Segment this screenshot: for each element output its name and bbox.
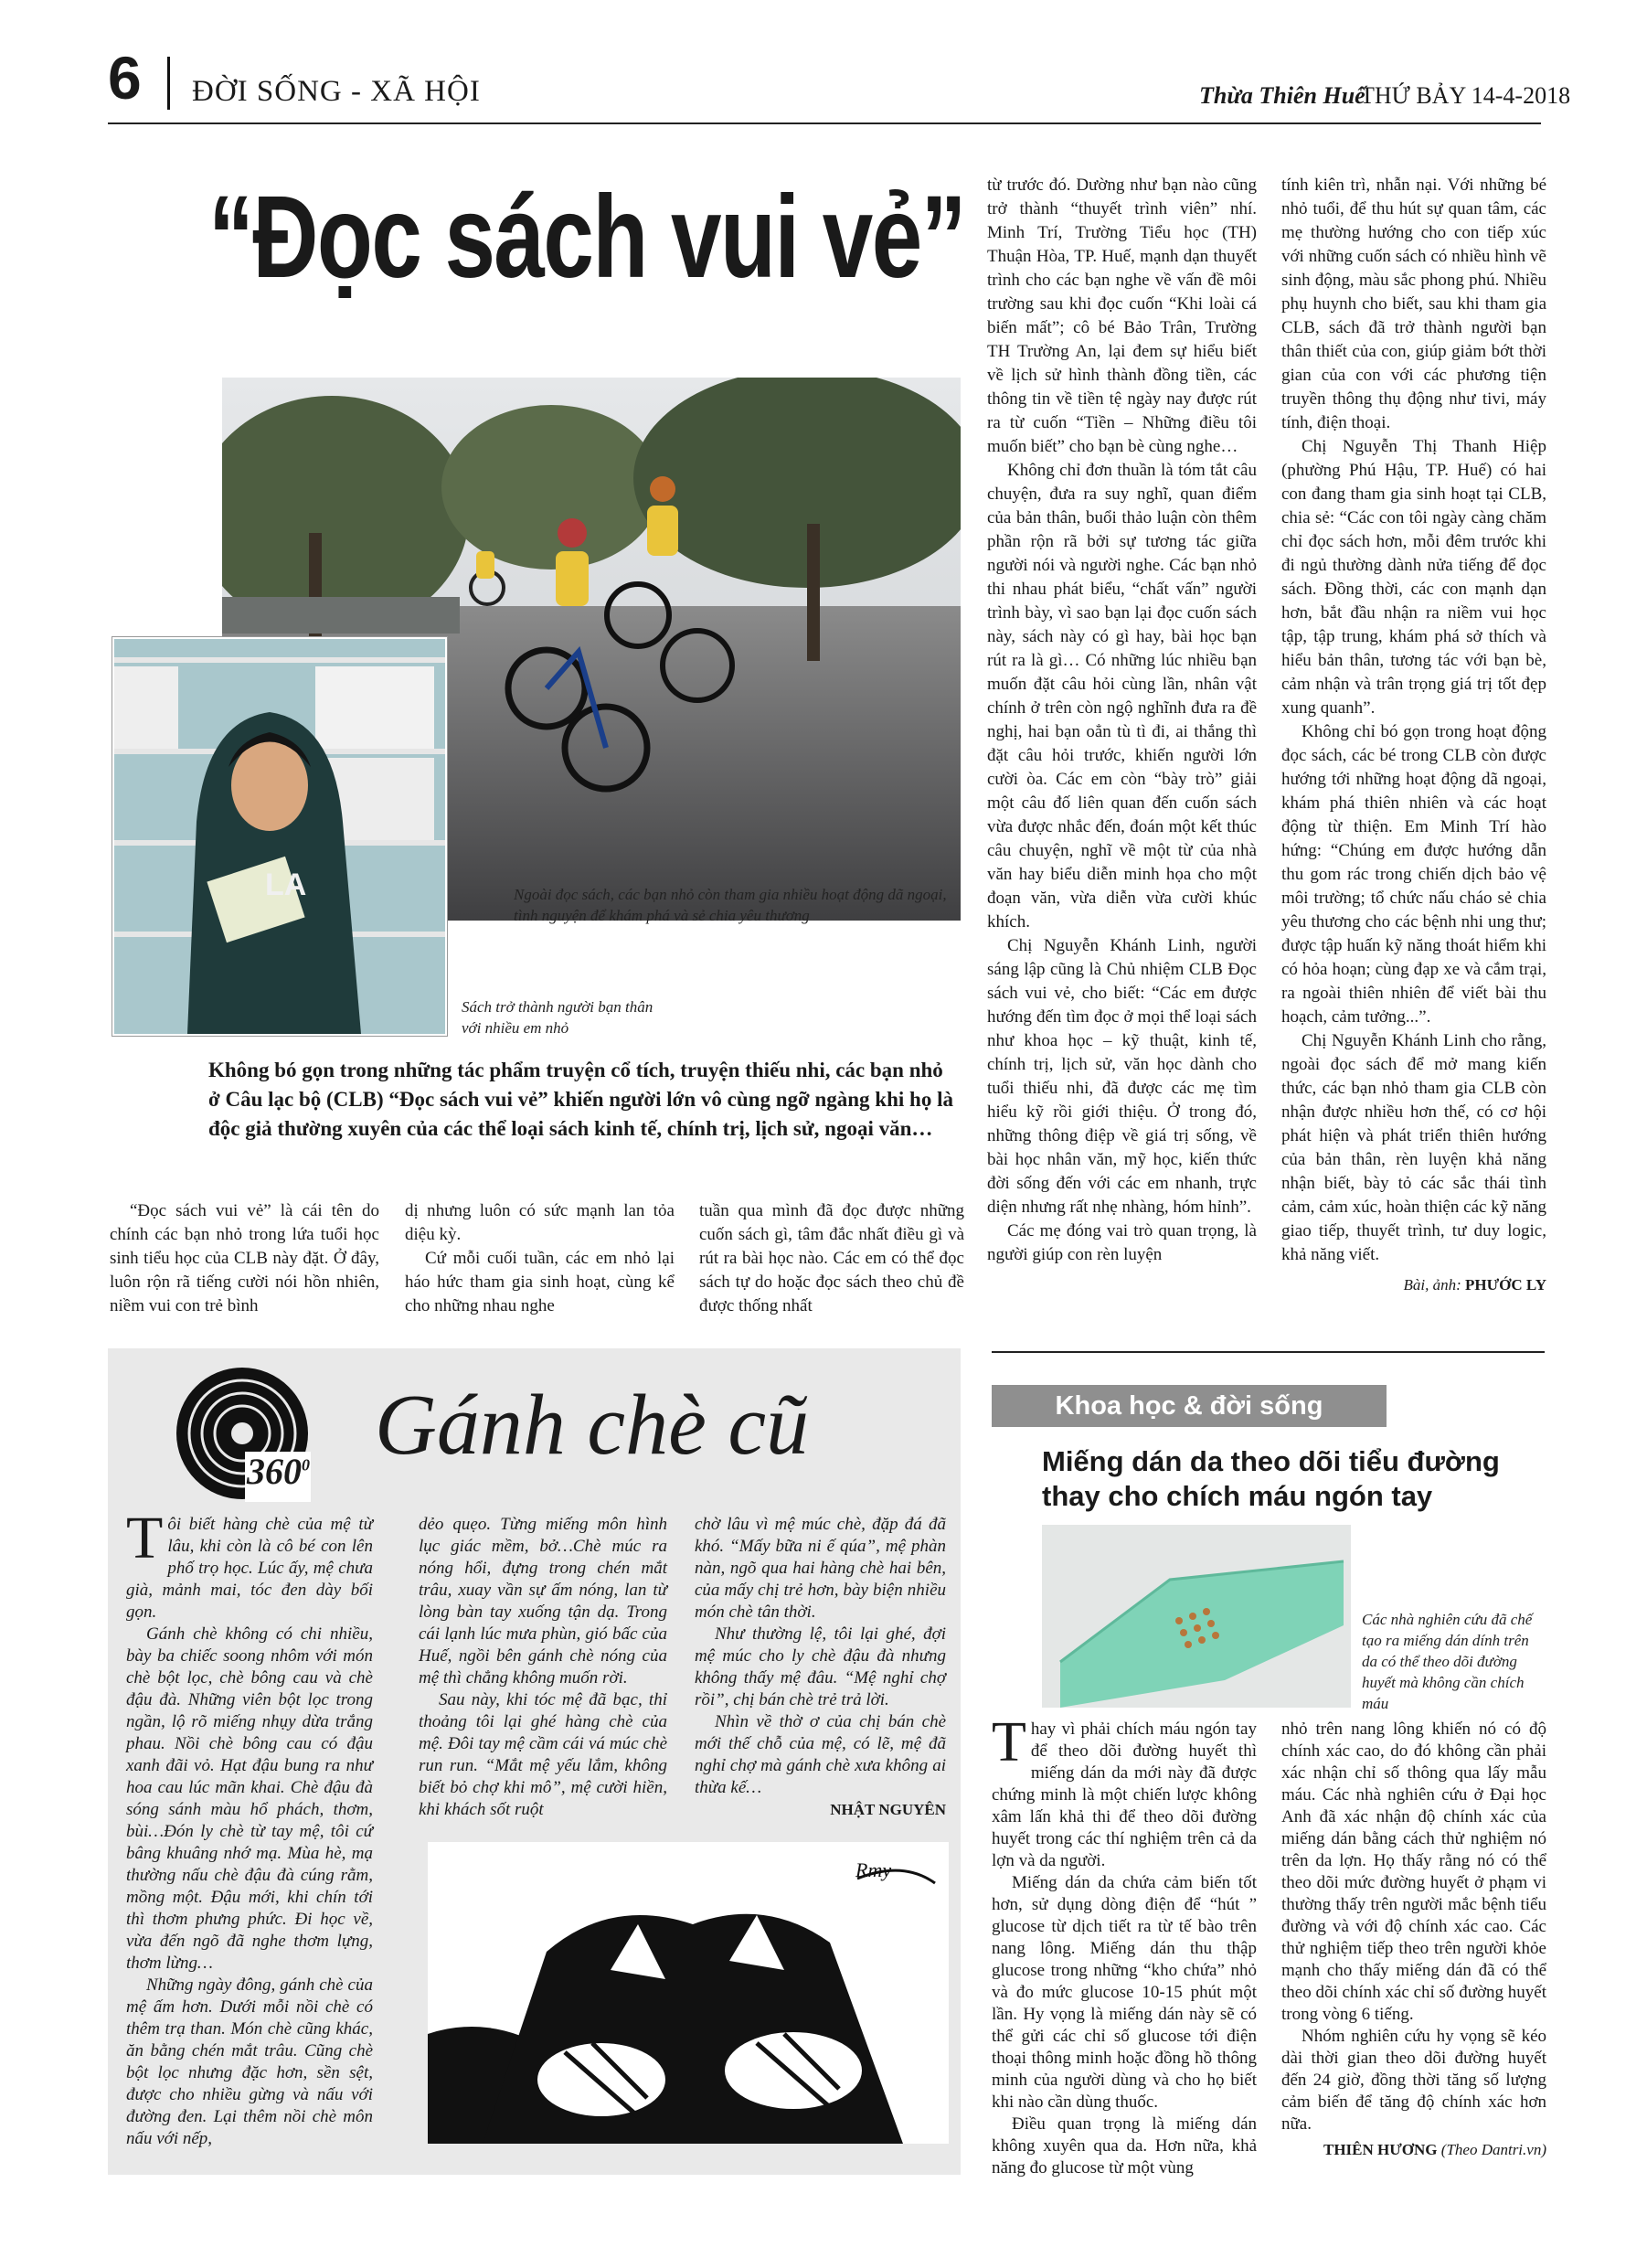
article-paragraph: dị nhưng luôn có sức mạnh lan tỏa diệu kỳ. [405, 1201, 675, 1244]
science-col-1 [992, 1711, 1257, 2179]
column-paragraph: Những ngày đông, gánh chè của mệ ấm hơn. Dưới mỗi nồi chè có thêm trạ than. Món chè cũng khác, ăn bằng chén mắt trâu. Cũng chè bột lọc nhưng đặc hơn, sền sệt, được cho nhiều gừng và nấu với đường đen. Lại thêm nồi chè môn nấu với nếp, [126, 1975, 373, 2148]
science-source: (Theo Dantri.vn) [1440, 2141, 1546, 2158]
tea-vendor-illustration [428, 1842, 949, 2144]
science-paragraph: Điều quan trọng là miếng dán không xuyên qua da. Hơn nữa, khả năng đo glucose từ một vùng [992, 2114, 1257, 2177]
science-section-tag: Khoa học & đời sống [992, 1385, 1387, 1427]
science-photo-caption: Các nhà nghiên cứu đã chế tạo ra miếng dán dính trên da có thể theo dõi đường huyết mà không cần chích máu [1362, 1611, 1533, 1712]
science-col-2 [1281, 1719, 1546, 2161]
article-column-3 [699, 1199, 964, 1318]
article-column-4 [987, 174, 1257, 1267]
science-title: Miếng dán da theo dõi tiểu đường thay cho chích máu ngón tay [1042, 1445, 1500, 1512]
section-name: ĐỜI SỐNG - XÃ HỘI [192, 75, 481, 108]
article-paragraph: “Đọc sách vui vẻ” là cái tên do chính các bạn nhỏ trong lứa tuổi học sinh tiểu học của CLB này đặt. Ở đây, luôn rộn rã tiếng cười nói hồn nhiên, niềm vui con trẻ bình [110, 1201, 379, 1315]
byline-author: PHƯỚC LY [1465, 1276, 1546, 1294]
article-paragraph: Chị Nguyễn Khánh Linh, người sáng lập cũng là Chủ nhiệm CLB Đọc sách vui vẻ, cho biết: “Các em được hướng đến tìm đọc ở mọi thể loại sách như khoa học – kỹ thuật, kinh tế, chính trị, lịch sử, văn học dành cho tuổi thiếu nhi, đã được các mẹ tìm hiểu kỹ rồi giới thiệu. Ở trong đó, những thông điệp về giá trị sống, về bài học nhân văn, mỹ học, kiến thức đời sống đến với các em nhanh, trực diện nhưng rất nhẹ nhàng, hóm hỉnh”. [987, 936, 1257, 1217]
science-paragraph: Miếng dán da chứa cảm biến tốt hơn, sử dụng dòng điện để “hút ” glucose từ dịch tiết ra từ tế bào trên nang lông. Miếng dán thu thập glucose trong những “kho chứa” nhỏ và đo mức glucose 10-15 phút một lần. Hy vọng là miếng dán này sẽ có thể gửi các chỉ số glucose tới điện thoại thông minh hoặc đồng hồ thông minh của người dùng và cho họ biết khi nào cần dùng thuốc. [992, 1873, 1257, 2112]
page-number: 6 [108, 44, 142, 112]
column-360-title: Gánh chè cũ [375, 1378, 810, 1473]
column-paragraph: Nhìn về thờ ơ của chị bán chè mới thế chỗ của mệ, có lẽ, mệ đã nghỉ chợ mà gánh chè xưa không ai thừa kế… [695, 1712, 946, 1797]
article-column-1 [110, 1199, 379, 1318]
article-paragraph: Chị Nguyễn Thị Thanh Hiệp (phường Phú Hậu, TP. Huế) có hai con đang tham gia sinh hoạt tại CLB, chia sẻ: “Các con tôi ngày càng chăm chỉ đọc sách hơn, mỗi đêm trước khi đi ngủ thường dành nửa tiếng để đọc sách. Đồng thời, các con mạnh dạn hơn, bắt đầu nhận ra niềm vui học tập, tập trung, khám phá sở thích và hiểu bản thân, tương tác với bạn bè, cảm nhận và trân trọng giá trị tốt đẹp xung quanh”. [1281, 437, 1546, 718]
header-divider [167, 57, 170, 110]
article-paragraph: Cứ mỗi cuối tuần, các em nhỏ lại háo hức tham gia sinh hoạt, cùng kể cho những nhau nghe [405, 1249, 675, 1315]
article-paragraph: từ trước đó. Dường như bạn nào cũng trở thành “thuyết trình viên” nhí. Minh Trí, Trường Tiểu học (TH) Thuận Hòa, TP. Huế, mạnh dạn thuyết trình cho các bạn nghe về vấn đề môi trường sau khi đọc cuốn “Khi loài cá biến mất”; cô bé Bảo Trân, Trường TH Trường An, lại đem sự hiểu biết về lịch sử hình thành đồng tiền, các thông tin về tiền tệ ngày nay được rút ra từ cuốn “Tiền – Những điều tôi muốn biết” cho bạn bè cùng nghe… [987, 176, 1257, 456]
dropcap: T [126, 1505, 164, 1571]
article-paragraph: Không chỉ đơn thuần là tóm tắt câu chuyện, đưa ra suy nghĩ, quan điểm của bản thân, buổi thảo luận còn thêm phần rộn rã bởi sự tương tác giữa người nói và người nghe. Các bạn nhỏ thi nhau phát biểu, “chất vấn” người trình bày, vì sao bạn lại đọc cuốn sách này, sách này có gì hay, bài học bạn rút ra là gì… Có những lúc nhiều bạn muốn đặt câu hỏi cùng lần, nhân vật chính ở trên còn ngộ nghĩnh đưa ra đề nghị, hai bạn oẳn tù tì đi, ai thắng thì đặt câu hỏi trước, khiến người lớn cười òa. Các em còn “bày trò” giải một câu đố liên quan đến cuốn sách vừa được nhắc đến, đoán một kết thúc câu chuyện, nghĩ về một từ của nhà văn hay biểu diễn minh họa cho một đoạn văn, vừa diễn vừa cười khúc khích. [987, 461, 1257, 932]
record-360-icon [174, 1365, 311, 1502]
skin-patch-photo [1042, 1525, 1351, 1708]
column-paragraph: Sau này, khi tóc mệ đã bạc, thỉ thoảng tôi lại ghé hàng chè của mệ. Đôi tay mệ cầm cái vá múc chè run run. “Mắt mệ yếu lắm, không biết bỏ chợ khi mô”, mệ cười hiền, khi khách sốt ruột [419, 1690, 667, 1819]
article-column-2 [405, 1199, 675, 1318]
badge-360-number: 360 [247, 1451, 302, 1492]
column-360-col-1 [126, 1505, 373, 2150]
science-top-rule [992, 1351, 1545, 1353]
cycling-photo-caption: Ngoài đọc sách, các bạn nhỏ còn tham gia nhiều hoạt động dã ngoại, tình nguyện để khám phá và sẻ chia yêu thương [514, 886, 947, 924]
article-paragraph: Không chỉ bó gọn trong hoạt động đọc sách, các bé trong CLB còn được hướng tới những hoạt động dã ngoại, khám phá thiên nhiên và các hoạt động từ thiện. Em Minh Trí hào hứng: “Chúng em được hướng dẫn thu gom rác trong chiến dịch bảo vệ môi trường; tổ chức nấu cháo sẻ chia yêu thương cho các bệnh nhi ung thư; được tập huấn kỹ năng thoát hiểm khi có hỏa hoạn; cùng đạp xe và cắm trại, ra ngoài thiên nhiên để viết bài thu hoạch, cảm tưởng...”. [1281, 722, 1546, 1027]
column-360-col-3 [695, 1514, 946, 1821]
column-paragraph: Gánh chè không có chi nhiều, bày ba chiếc soong nhôm với món chè bột lọc, chè bông cau và chè đậu đà. Những viên bột lọc trong ngần, lộ rõ miếng nhụy dừa trắng phau. Nồi chè bông cau có đậu xanh đãi vỏ. Hạt đậu bung ra như hoa cau lúc mãn khai. Chè đậu đà sóng sánh màu hổ phách, thơm, bùi…Đón ly chè từ tay mệ, tôi cứ bâng khuâng nhớ mạ. Mùa hè, mạ thường nấu chè đậu đà cúng rằm, mồng một. Đậu mới, khi chín tới thì thơm phưng phức. Đi học về, vừa đến ngõ đã nghe thơm lựng, thơm lừng… [126, 1624, 373, 1973]
column-author: NHẬT NGUYÊN [830, 1801, 946, 1818]
column-paragraph: ôi biết hàng chè của mệ từ lâu, khi còn là cô bé con lên phố trọ học. Lúc ấy, mệ chưa già, mảnh mai, tóc đen dày bối gọn. [126, 1515, 373, 1622]
article-paragraph: Chị Nguyễn Khánh Linh cho rằng, ngoài đọc sách để mở mang kiến thức, các bạn nhỏ tham gia CLB còn nhận được nhiều hơn thế, có cơ hội phát hiện và phát triển thiên hướng của bản thân, rèn luyện khả năng nhận biết, bày tỏ các sắc thái tình cảm, cảm xúc, hoàn thiện các kỹ năng giao tiếp, thuyết trình, tư duy logic, khả năng viết. [1281, 1031, 1546, 1264]
reading-photo-caption: Sách trở thành người bạn thân với nhiều em nhỏ [462, 998, 653, 1037]
article-column-5 [1281, 174, 1546, 1267]
column-360-col-2 [419, 1514, 667, 1821]
newspaper-name: Thừa Thiên Huế [1199, 82, 1365, 109]
article-lead: Không bó gọn trong những tác phẩm truyện cổ tích, truyện thiếu nhi, các bạn nhỏ ở Câu lạc bộ (CLB) “Đọc sách vui vẻ” khiến người lớn vô cùng ngỡ ngàng khi họ là độc giả thường xuyên của các thể loại sách kinh tế, chính trị, lịch sử, ngoại văn… [208, 1059, 953, 1140]
illustration-signature: Rmy [855, 1858, 892, 1881]
column-illustration [428, 1842, 949, 2144]
column-paragraph: Như thường lệ, tôi lại ghé, đợi mệ múc cho ly chè đậu đà nhưng không thấy mệ đâu. “Mệ nghỉ chợ rồi”, chị bán chè trẻ trả lời. [695, 1624, 946, 1709]
science-paragraph: Nhóm nghiên cứu hy vọng sẽ kéo dài thời gian theo dõi đường huyết đến 24 giờ, đồng thời tăng số lượng cảm biến để tăng độ chính xác hơn nữa. [1281, 2027, 1546, 2134]
science-byline [1281, 2139, 1546, 2161]
science-author: THIÊN HƯƠNG [1323, 2141, 1438, 2158]
article-byline [1281, 1276, 1546, 1294]
header-rule [108, 122, 1541, 124]
science-paragraph: hay vì phải chích máu ngón tay để theo dõi đường huyết thì miếng dán da mới này đã được chứng minh là một chiến lược không xâm lấn khả thi để theo dõi đường huyết trong các thí nghiệm trên cả da lợn và da người. [992, 1720, 1257, 1870]
byline-prefix: Bài, ảnh: [1403, 1276, 1461, 1294]
badge-360 [247, 1453, 310, 1490]
column-paragraph: chờ lâu vì mệ múc chè, đặp đá đã khó. “Mấy bữa ni ế qúa”, mệ phàn nàn, ngõ qua hai hàng chè hai bên, của mấy chị trẻ hơn, bày biện nhiều món chè tân thời. [695, 1515, 946, 1622]
article-paragraph: tính kiên trì, nhẫn nại. Với những bé nhỏ tuổi, để thu hút sự quan tâm, các mẹ thường hướng cho con tiếp xúc với những cuốn sách có nhiều hình vẽ sinh động, màu sắc phong phú. Nhiều phụ huynh cho biết, sau khi tham gia CLB, sách đã trở thành người bạn thân thiết của con, giúp giảm bớt thời gian của con với các phương tiện truyền thông thụ động như tivi, máy tính, điện thoại. [1281, 176, 1546, 432]
badge-360-degree: 0 [302, 1455, 310, 1475]
reading-boy-illustration [114, 639, 445, 1034]
science-dropcap: T [992, 1711, 1026, 1773]
column-paragraph: dẻo quẹo. Từng miếng môn hình lục giác mềm, bở…Chè múc ra nóng hổi, đựng trong chén mắt trâu, xuay vần sự ấm nóng, lan từ lòng bàn tay xuống tận dạ. Trong cái lạnh lúc mưa phùn, gió bấc của Huế, ngồi bên gánh chè nóng của mệ thì chẳng không muốn rời. [419, 1515, 667, 1688]
article-paragraph: tuần qua mình đã đọc được những cuốn sách gì, tâm đắc nhất điều gì và rút ra bài học nào. Các em có thể đọc sách tự do hoặc đọc sách theo chủ đề được thống nhất [699, 1201, 964, 1315]
article-paragraph: Các mẹ đóng vai trò quan trọng, là người giúp con rèn luyện [987, 1221, 1257, 1264]
article-title: “Đọc sách vui vẻ” [208, 172, 966, 303]
science-paragraph: nhỏ trên nang lông khiến nó có độ chính xác cao, do đó không cần phải xác nhận chỉ số thông qua lấy mẫu máu. Các nhà nghiên cứu ở Đại học Anh đã xác nhận độ chính xác của miếng dán bằng cách thử nghiệm nó trên da lợn. Họ thấy rằng nó có thể theo dõi mức đường huyết ở phạm vi thường thấy trên người mắc bệnh tiểu đường và với độ chính xác cao. Các thử nghiệm tiếp theo trên người khỏe mạnh cho thấy miếng dán đã có thể theo dõi chính xác chỉ số đường huyết trong vòng 6 tiếng. [1281, 1720, 1546, 2024]
reading-boy-photo [112, 637, 447, 1036]
issue-date: THỨ BẢY 14-4-2018 [1360, 82, 1571, 109]
svg-text:LA: LA [265, 868, 307, 902]
skin-patch-illustration [1042, 1525, 1351, 1708]
